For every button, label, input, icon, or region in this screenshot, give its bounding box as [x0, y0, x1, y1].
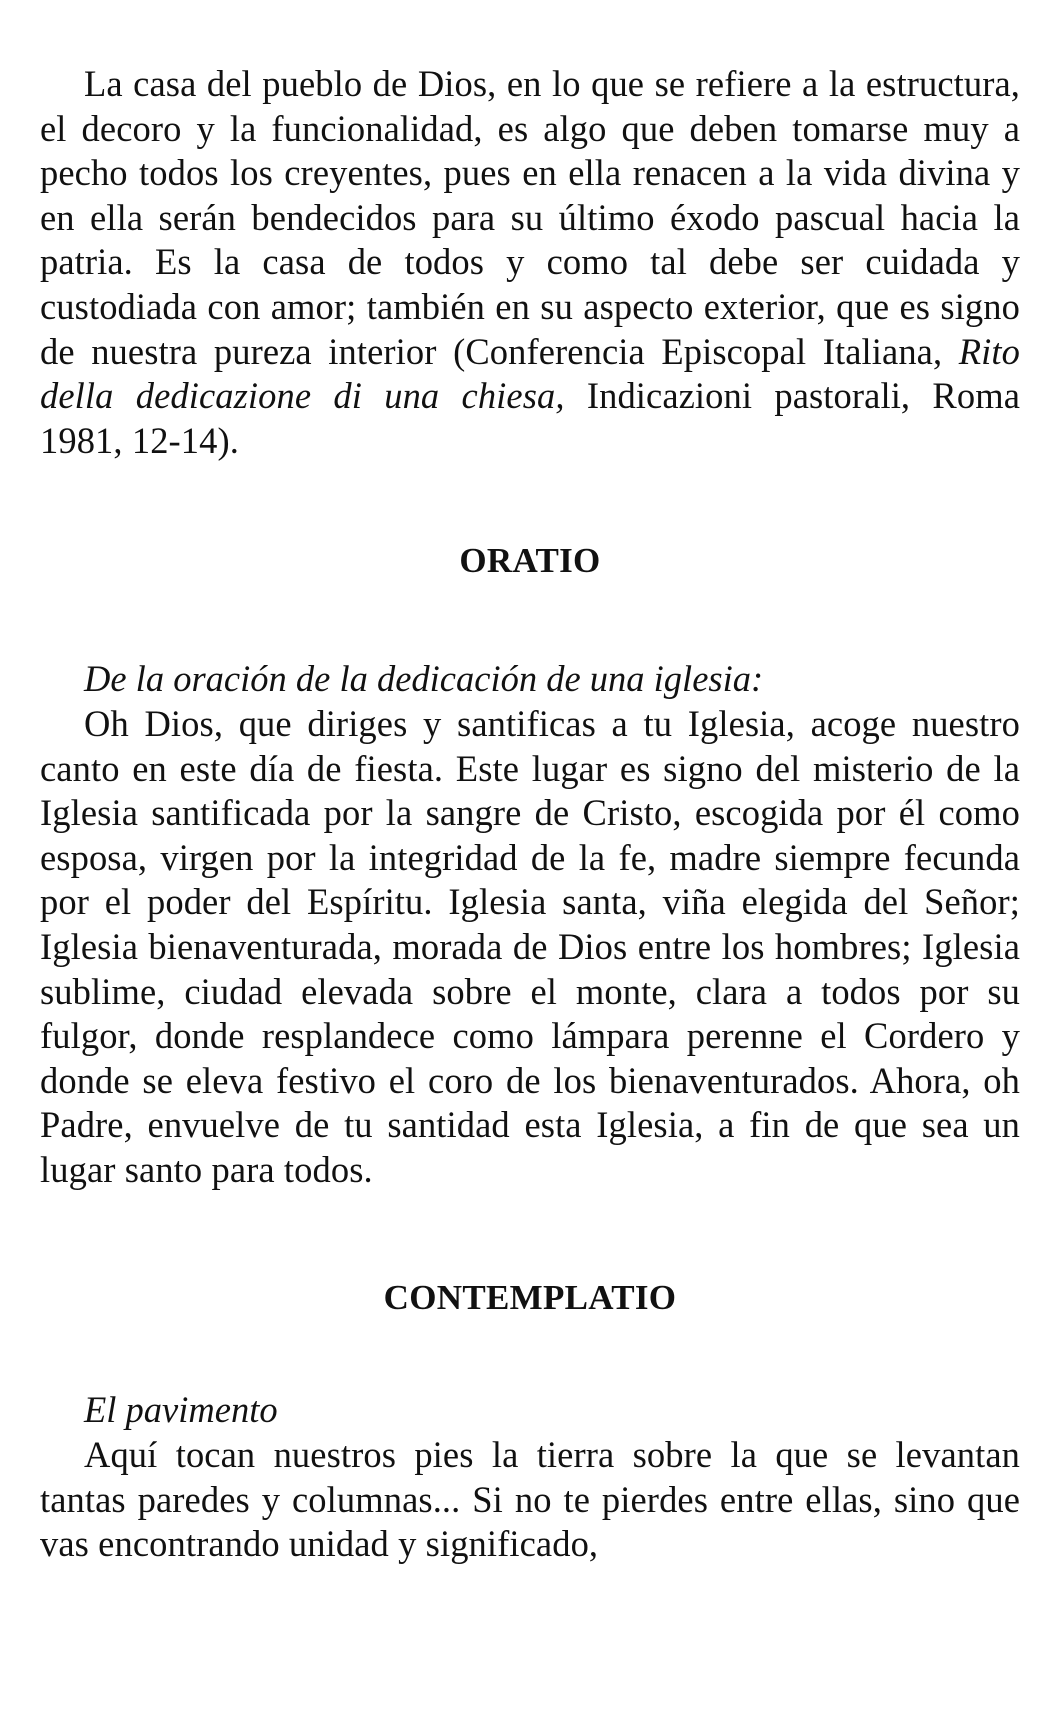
contemplatio-subtitle: El pavimento [84, 1389, 278, 1431]
intro-text-before: La casa del pueblo de Dios, en lo que se refiere a la estructura, el decoro y la funcionalidad, es algo que deben tomarse muy a pecho todos los creyentes, pues en ella renacen a la vida divina y en ella serán bendecidos para su último éxodo pascual hacia la patria. Es la casa de todos y como tal debe ser cuidada y custodiada con amor; también en su aspecto exterior, que es signo de nuestra pureza interior (Conferencia Episcopal Italiana, [40, 63, 1020, 372]
intro-text-after: Indicazioni pastorali, Roma 1981, 12-14). [40, 375, 1020, 461]
contemplatio-heading: CONTEMPLATIO [383, 1278, 677, 1318]
section-spacer [40, 1320, 1020, 1388]
intro-citation-title: Rito della dedicazione di una chiesa, [40, 330, 1020, 417]
oratio-heading: ORATIO [459, 541, 601, 581]
contemplatio-body-text: Aquí tocan nuestros pies la tierra sobre la que se levantan tantas paredes y columnas... Si no te pierdes entre ellas, sino que vas encontrando unidad y significado, [40, 1434, 1020, 1565]
oratio-subtitle: De la oración de la dedicación de una iglesia: [84, 658, 764, 700]
book-page [40, 62, 1020, 1567]
section-spacer [40, 1192, 1020, 1276]
oratio-prayer-text: Oh Dios, que diriges y santificas a tu Iglesia, acoge nuestro canto en este día de fiesta. Este lugar es signo del misterio de la Iglesia santificada por la sangre de Cristo, escogida por él como esposa, virgen por la integridad de la fe, madre siempre fecunda por el poder del Espíritu. Iglesia santa, viña elegida del Señor; Iglesia bienaventurada, morada de Dios entre los hombres; Iglesia sublime, ciudad elevada sobre el monte, clara a todos por su fulgor, donde resplandece como lámpara perenne el Cordero y donde se eleva festivo el coro de los bienaventurados. Ahora, oh Padre, envuelve de tu santidad esta Iglesia, a fin de que sea un lugar santo para todos. [40, 702, 1020, 1190]
section-spacer [40, 583, 1020, 657]
intro-paragraph [40, 62, 1020, 463]
section-spacer [40, 463, 1020, 539]
